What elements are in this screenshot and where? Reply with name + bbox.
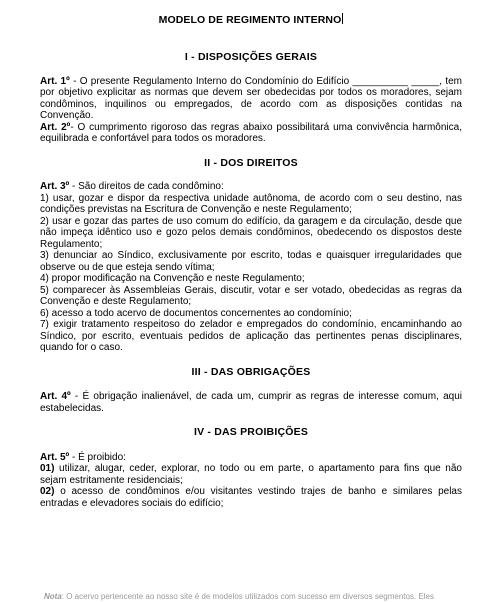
document-title-text: MODELO DE REGIMENTO INTERNO <box>158 14 342 26</box>
footer-note-label: Nota <box>44 592 62 601</box>
article-4 <box>40 391 462 414</box>
prohibition-item-1-text: utilizar, alugar, ceder, explorar, no todo ou em parte, o apartamento para fins que não sejam estritamente residenciais; <box>40 463 462 486</box>
article-5-text: - É proibido: <box>69 451 126 463</box>
article-1 <box>40 76 462 122</box>
article-5 <box>40 452 462 464</box>
article-1-text: - O presente Regulamento Interno do Condomínio do Edifício __________ _____, tem por objetivo explicitar as normas que devem ser obedecidas por todos os moradores, sejam condôminos, inquilinos ou empregados, de acordo com as disposições contidas na Convenção. <box>40 75 462 121</box>
section-heading-obrigacoes: III - DAS OBRIGAÇÕES <box>191 365 311 378</box>
article-3 <box>40 181 462 193</box>
section-heading-proibicoes: IV - DAS PROIBIÇÕES <box>193 426 309 438</box>
document-page <box>40 0 462 509</box>
article-3-text: - São direitos de cada condômino: <box>69 181 224 192</box>
article-5-label: Art. 5º <box>40 451 70 463</box>
text-cursor <box>342 13 343 24</box>
article-2 <box>40 122 462 145</box>
prohibition-item-2 <box>40 486 462 509</box>
rights-item-1: 1) usar, gozar e dispor da respectiva unidade autônoma, de acordo com o seu destino, nas condições previstas na Escritura de Convenção e neste Regulamento; <box>40 192 462 215</box>
article-2-label: Art. 2º <box>40 121 71 133</box>
section-heading-disposicoes-gerais: I - DISPOSIÇÕES GERAIS <box>184 51 318 63</box>
prohibition-item-1 <box>40 463 462 486</box>
rights-item-6: 6) acesso a todo acervo de documentos concernentes ao condomínio; <box>40 307 352 319</box>
article-2-text: - O cumprimento rigoroso das regras abaixo possibilitará uma convivência harmônica, equilibrada e confortável para todos os moradores. <box>40 121 462 144</box>
rights-item-2: 2) usar e gozar das partes de uso comum do edifício, da garagem e da circulação, desde que não impeça idêntico uso e gozo pelos demais condôminos, obedecendo os dispostos deste Regulamento; <box>40 215 462 250</box>
rights-item-4: 4) propor modificação na Convenção e neste Regulamento; <box>40 273 305 284</box>
prohibition-item-2-text: o acesso de condôminos e/ou visitantes vestindo trajes de banho e similares pelas entradas e elevadores sociais do edifício; <box>40 486 462 509</box>
rights-item-3: 3) denunciar ao Síndico, exclusivamente por escrito, todas e quaisquer irregularidades que observe ou de que esteja sendo vítima; <box>40 250 462 273</box>
article-3-label: Art. 3º <box>40 181 70 192</box>
prohibition-item-2-number: 02) <box>40 486 55 497</box>
section-heading-direitos: II - DOS DIREITOS <box>204 156 298 169</box>
footer-note <box>44 592 434 602</box>
document-title <box>40 13 462 27</box>
article-4-text: - É obrigação inalienável, de cada um, cumprir as regras de interesse comum, aqui estabelecidas. <box>40 391 462 414</box>
article-4-label: Art. 4º <box>40 391 71 402</box>
article-1-label: Art. 1º <box>40 75 70 87</box>
rights-item-7: 7) exigir tratamento respeitoso do zelador e empregados do condomínio, encaminhando ao Síndico, por escrito, eventuais pedidos de aplicação das pertinentes penas disciplinares, quando for o caso. <box>40 319 462 353</box>
footer-note-text: : O acervo pertencente ao nosso site é de modelos utilizados com sucesso em diversos segmentos. Eles <box>61 592 434 601</box>
rights-item-5: 5) comparecer às Assembleias Gerais, discutir, votar e ser votado, obedecidas as regras da Convenção e deste Regulamento; <box>40 284 462 307</box>
prohibition-item-1-number: 01) <box>40 463 55 474</box>
